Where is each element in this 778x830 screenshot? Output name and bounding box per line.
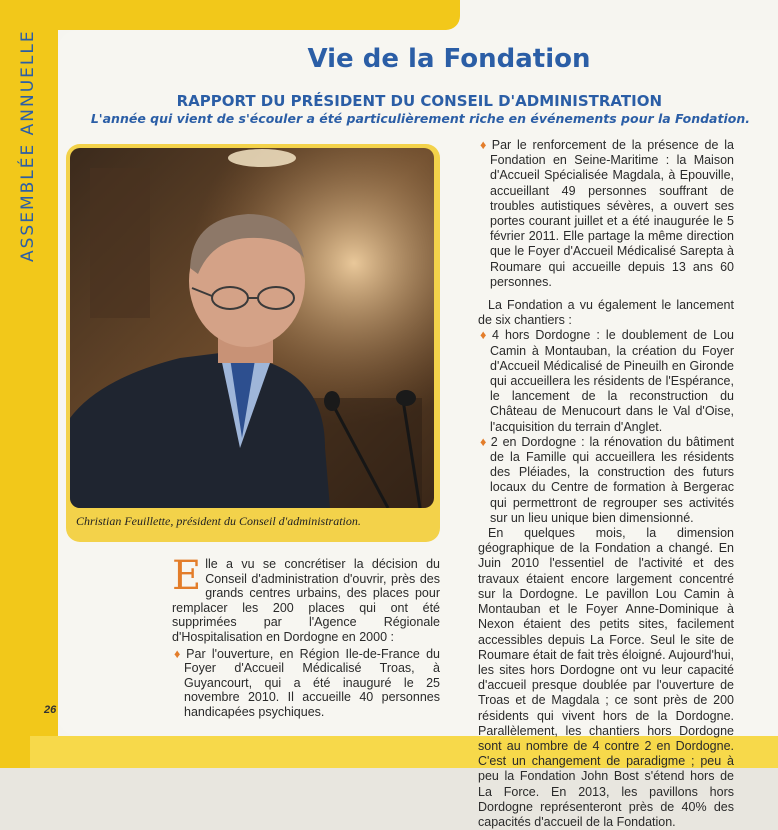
bullet-text: 2 en Dordogne : la rénovation du bâtiment de la Famille qui accueillera les résidents des Pléiades, la construction des futurs locaux du Centre de formation à Bergerac qui permettront de regrouper ses activités sur un lieu unique bien dimensionné.	[490, 434, 734, 525]
section-side-label: ASSEMBLÉE ANNUELLE	[18, 29, 38, 262]
report-tagline: L'année qui vient de s'écouler a été particulièrement riche en événements pour la Fondation.	[90, 111, 750, 126]
diamond-bullet-icon: ♦	[480, 434, 488, 449]
bullet-text: Par le renforcement de la présence de la Fondation en Seine-Maritime : la Maison d'Accueil Spécialisée Magdala, à Epouville, accueillant 49 personnes souffrant de troubles autistiques sévères, a ouvert ses portes courant juillet et a été inaugurée le 5 février 2011. Elle partage la même direction que le Foyer d'Accueil Médicalisé Sarepta à Roumare qui accueille depuis 13 ans 60 personnes.	[490, 138, 734, 289]
paragraph-chantiers: La Fondation a vu également le lancement de six chantiers :	[478, 298, 734, 328]
diamond-bullet-icon: ♦	[480, 328, 489, 343]
paragraph-final: En quelques mois, la dimension géographique de la Fondation a changé. En Juin 2010 l'essentiel de l'activité et des travaux étaient encore largement concentré sur la Dordogne. Le pavillon Lou Camin à Montauban et le Foyer Anne-Dominique à Nexon étaient des petits sites, facilement accessibles depuis La Force. Seul le site de Roumare était de fait très éloigné. Aujourd'hui, les sites hors Dordogne ont vu leur capacité d'accueil presque doublée par l'ouverture de Troas et de Magdala ; ce sont près de 200 résidents qui vivent hors de la Dordogne. Parallèlement, les chantiers hors Dordogne sont au nombre de 4 contre 2 en Dordogne. C'est un changement de paradigme ; peu à peu la Fondation John Bost s'étend hors de La Force. En 2013, les pavillons hors Dordogne représenteront près de 40% des capacités d'accueil de la Fondation.	[478, 526, 735, 829]
page-number: 26	[44, 704, 57, 716]
dropcap-letter: E	[172, 553, 202, 599]
bullet-item	[478, 328, 734, 434]
report-subtitle: RAPPORT DU PRÉSIDENT DU CONSEIL D'ADMINISTRATION	[176, 92, 662, 110]
photo-caption: Christian Feuillette, président du Conseil d'administration.	[76, 514, 361, 528]
bullet-item	[478, 435, 734, 526]
diamond-bullet-icon: ♦	[480, 138, 489, 152]
intro-paragraph: lle a vu se concrétiser la décision du Conseil d'administration d'ouvrir, près des grands centres urbains, des places pour remplacer les 200 places qui ont été supprimées par l'Agence Régionale d'Hospitalisation en Dordogne en 2000 :	[172, 557, 440, 644]
bullet-text: 4 hors Dordogne : le doublement de Lou Camin à Montauban, la création du Foyer d'Accueil Médicalisé de Pineuilh en Gironde qui accueillera les résidents de l'Espérance, le lancement de la reconstruction du Château de Menucourt dans le Val d'Oise, l'acquisition du terrain d'Anglet.	[490, 328, 734, 434]
bullet-item	[172, 647, 440, 720]
president-photo	[70, 148, 434, 508]
left-column	[172, 553, 440, 720]
bullet-text: Par l'ouverture, en Région Ile-de-France du Foyer d'Accueil Médicalisé Troas, à Guyancourt, qui a été inauguré le 25 novembre 2010. Il accueille 40 personnes handicapées psychiques.	[184, 646, 440, 719]
diamond-bullet-icon: ♦	[174, 646, 184, 661]
right-column	[478, 138, 734, 830]
yellow-top-band	[0, 0, 460, 30]
page-title: Vie de la Fondation	[307, 44, 591, 74]
bullet-item	[478, 138, 734, 290]
